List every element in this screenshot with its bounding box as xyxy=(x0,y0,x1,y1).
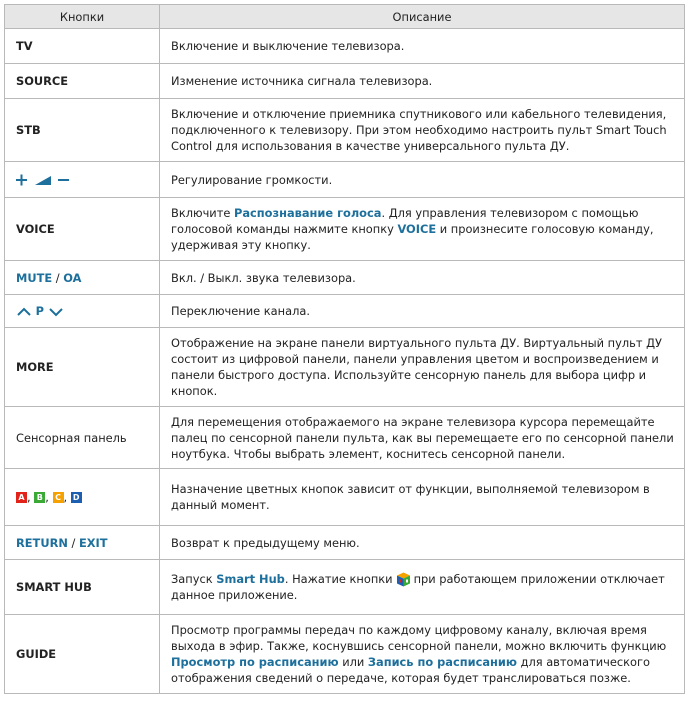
color-button-c: C xyxy=(53,492,64,503)
desc-voice xyxy=(160,198,685,261)
key-more: MORE xyxy=(5,328,160,407)
chevron-down-icon xyxy=(48,307,64,317)
table-row-source xyxy=(5,64,685,99)
table-row-voice xyxy=(5,198,685,261)
key-return xyxy=(5,526,160,560)
desc-guide-text-1: Просмотр программы передач по каждому цифровому каналу, включая время выхода в эфир. Также, коснувшись сенсорной панели, можно включить функцию xyxy=(171,623,667,653)
desc-guide-text-2: или xyxy=(338,655,368,669)
desc-channel: Переключение канала. xyxy=(160,295,685,328)
table-row-more xyxy=(5,328,685,407)
key-exit-label: EXIT xyxy=(78,535,108,550)
desc-mute: Вкл. / Выкл. звука телевизора. xyxy=(160,261,685,295)
buttons-table xyxy=(4,4,685,694)
link-smart-hub[interactable]: Smart Hub xyxy=(216,572,285,586)
desc-smarthub-text-3: при работающем приложении отключает данное приложение. xyxy=(171,572,665,602)
link-voice-recognition[interactable]: Распознавание голоса xyxy=(233,206,382,220)
plus-icon xyxy=(16,175,27,186)
key-source: SOURCE xyxy=(5,64,160,99)
desc-more: Отображение на экране панели виртуального пульта ДУ. Виртуальный пульт ДУ состоит из цифровой панели, панели управления цветом и воспроизведением и панели быстрого доступа. Используйте сенсорную панель для выбора цифр и кнопок. xyxy=(160,328,685,407)
desc-stb: Включение и отключение приемника спутникового или кабельного телевидения, подключенного к телевизору. При этом необходимо настроить пульт Smart Touch Control для использования в качестве универсального пульта ДУ. xyxy=(160,99,685,162)
table-row-channel xyxy=(5,295,685,328)
voice-key-ref: VOICE xyxy=(397,222,437,236)
key-oa-label: OA xyxy=(63,270,82,285)
key-mute-label: MUTE xyxy=(16,270,53,285)
comma-2: , xyxy=(45,490,53,504)
desc-source: Изменение источника сигнала телевизора. xyxy=(160,64,685,99)
desc-voice-text-2: . Для управления телевизором с помощью голосовой команды нажмите кнопку xyxy=(171,206,639,236)
desc-guide xyxy=(160,615,685,694)
desc-voice-text-3: и произнесите голосовую команду, удерживая эту кнопку. xyxy=(171,222,654,252)
desc-voice-text-1: Включите xyxy=(171,206,234,220)
volume-wedge-icon xyxy=(35,176,51,185)
header-description: Описание xyxy=(160,5,685,29)
key-separator-2: / xyxy=(67,535,79,550)
desc-tv: Включение и выключение телевизора. xyxy=(160,29,685,64)
key-touchpad: Сенсорная панель xyxy=(5,407,160,469)
key-return-label: RETURN xyxy=(16,535,68,550)
key-smarthub: SMART HUB xyxy=(5,560,160,615)
key-stb: STB xyxy=(5,99,160,162)
desc-smarthub-text-1: Запуск xyxy=(171,572,217,586)
color-button-a: A xyxy=(16,492,27,503)
table-row-touchpad xyxy=(5,407,685,469)
desc-volume: Регулирование громкости. xyxy=(160,162,685,198)
comma-1: , xyxy=(27,490,35,504)
smart-hub-icon xyxy=(396,572,411,587)
key-tv: TV xyxy=(5,29,160,64)
chevron-up-icon xyxy=(16,307,32,317)
desc-guide-text-3: для автоматического отображения сведений о передаче, которая будет транслироваться позже. xyxy=(171,655,650,685)
key-channel-p: P xyxy=(35,304,44,318)
table-row-color-buttons xyxy=(5,469,685,526)
color-button-d: D xyxy=(71,492,82,503)
comma-3: , xyxy=(63,490,71,504)
key-separator: / xyxy=(52,270,64,285)
header-buttons: Кнопки xyxy=(5,5,160,29)
table-row-stb xyxy=(5,99,685,162)
key-voice: VOICE xyxy=(5,198,160,261)
link-schedule-record[interactable]: Запись по расписанию xyxy=(367,655,517,669)
table-row-tv xyxy=(5,29,685,64)
desc-return: Возврат к предыдущему меню. xyxy=(160,526,685,560)
volume-keys xyxy=(16,173,78,187)
table-row-guide xyxy=(5,615,685,694)
key-volume xyxy=(5,162,160,198)
desc-color-buttons: Назначение цветных кнопок зависит от функции, выполняемой телевизором в данный момент. xyxy=(160,469,685,526)
table-row-mute xyxy=(5,261,685,295)
desc-smarthub-text-2: . Нажатие кнопки xyxy=(284,572,393,586)
table-row-smarthub xyxy=(5,560,685,615)
color-button-b: B xyxy=(34,492,45,503)
key-mute xyxy=(5,261,160,295)
desc-touchpad: Для перемещения отображаемого на экране телевизора курсора перемещайте палец по сенсорной панели пульта, как вы перемещаете его по сенсорной панели ноутбука. Чтобы выбрать элемент, коснитесь сенсорной панели. xyxy=(160,407,685,469)
table-header-row xyxy=(5,5,685,29)
link-schedule-view[interactable]: Просмотр по расписанию xyxy=(171,655,339,669)
key-channel xyxy=(5,295,160,328)
key-guide: GUIDE xyxy=(5,615,160,694)
key-color-buttons xyxy=(5,469,160,526)
desc-smarthub xyxy=(160,560,685,615)
table-row-return xyxy=(5,526,685,560)
table-row-volume xyxy=(5,162,685,198)
minus-icon xyxy=(58,179,69,181)
